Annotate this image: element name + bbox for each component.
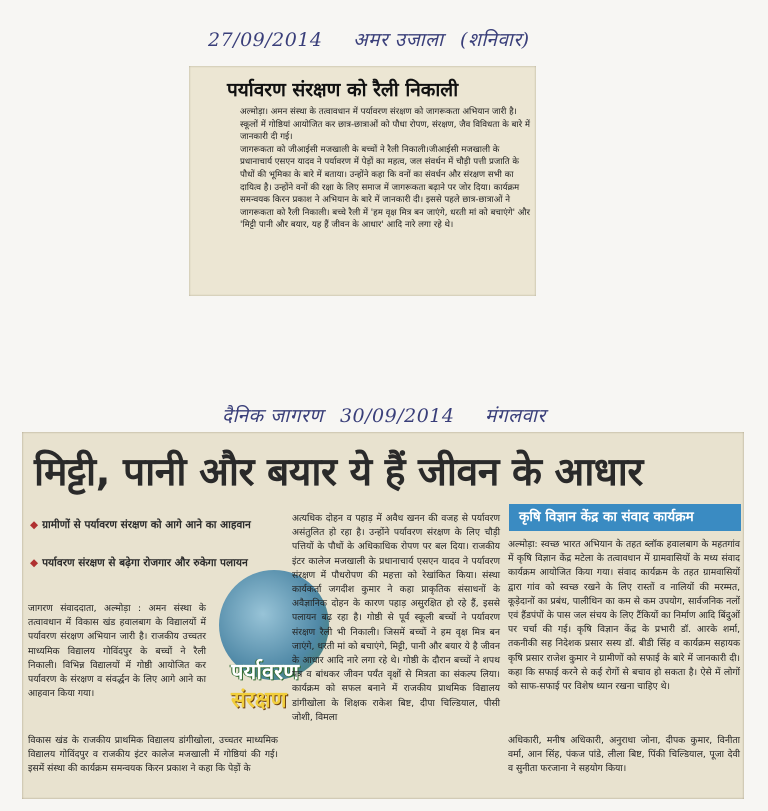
clipping2-col1-para1 (28, 602, 206, 701)
logo-word-2: संरक्षण (231, 688, 287, 713)
clipping1-paragraph-2: जागरूकता को जीआईसी मजखाली के बच्चों ने रैली निकाली।जीआईसी मजखाली के प्रधानाचार्य एसएन यादव ने पर्यावरण में पेड़ों का महत्व, जल संवर्धन में चौड़ी पत्ती प्रजाति के पौधों की भूमिका के बारे में बताया। उन्होंने कहा कि वनों का संवर्धन और संरक्षण सभी का दायित्व है। उन्होंने वनों की रक्षा के लिए समाज में जागरूकता बढ़ाने पर जोर दिया। कार्यक्रम समन्वयक किरन प्रकाश ने अभियान के बारे में जानकारी दी। इससे पहले छात्र-छात्राओं ने जागरूकता को रैली निकाली। बच्चे रैली में 'हम वृक्ष मित्र बन जाएंगे, धरती मां को बचाएंगे' और 'मिट्टी पानी और बयार, यह हैं जीवन के आधार' आदि नारे लगा रहे थे। (240, 144, 531, 231)
clipping2-bullet-2 (30, 556, 272, 571)
credits-text: अधिकारी, मनीष अधिकारी, अनुराधा जोना, दीपक कुमार, विनीता वर्मा, आन सिंह, पंकज पांडे, लीला बिष्ट, पिंकी चिल्डियाल, पूजा देवी व सुनीता फरजाना ने सहयोग किया। (508, 735, 740, 775)
logo-word-1: पर्यावरण (231, 660, 300, 685)
note-day: (शनिवार) (460, 29, 530, 51)
clipping2-side-story (508, 538, 740, 694)
note2-newspaper: दैनिक जागरण (222, 405, 324, 427)
note-date: 27/09/2014 (208, 29, 323, 51)
bleed-through-right (560, 250, 740, 400)
handwritten-note-middle (222, 402, 546, 428)
note2-date: 30/09/2014 (339, 405, 455, 427)
side-story-text: अल्मोड़ा: स्वच्छ भारत अभियान के तहत ब्लॉक हवालबाग के महतगांव में कृषि विज्ञान केंद्र मटेला के तत्वावधान में ग्रामवासियों के मध्य संवाद कार्यक्रम आयोजित किया गया। संवाद कार्यक्रम के तहत ग्रामवासियों द्वारा गांव को स्वच्छ रखने के लिए रास्तों व नालियों की मरम्मत, कूड़ेदानों का प्रबंध, पालीथिन का कम से कम उपयोग, सार्वजनिक नलों एवं हैंडपंपों के पास जल संचय के लिए टैंकियों का निर्माण आदि बिंदुओं पर चर्चा की गई। कृषि विज्ञान केंद्र के प्रभारी डॉ. आरके शर्मा, तकनीकी सह निदेशक प्रसार सस्य डॉ. बीडी सिंह व कार्यक्रम सहायक कृषि प्रसार राजेश कुमार ने ग्रामीणों को सफाई के बारे में जानकारी दी। कहा कि सफाई करने से कई रोगों से बचाव हो सकता है। ऐसे में लोगों को साफ-सफाई पर विशेष ध्यान रखना चाहिए थे। (508, 539, 740, 693)
bullet-1-text: ग्रामीणों से पर्यावरण संरक्षण को आगे आने का आहवान (42, 519, 251, 531)
handwritten-note-top (208, 26, 530, 52)
col1-para2-text: विकास खंड के राजकीय प्राथमिक विद्यालय डांगीखोला, उच्चतर माध्यमिक विद्यालय गोविंदपुर व राजकीय इंटर कालेज मजखाली में गोष्ठियां की गई। इसमें संस्था की कार्यक्रम समन्वयक किरन प्रकाश ने कहा कि पेड़ों के (28, 735, 278, 775)
side-story-title: कृषि विज्ञान केंद्र का संवाद कार्यक्रम (509, 504, 741, 531)
note-newspaper: अमर उजाला (353, 29, 444, 51)
bullet-diamond-icon: ◆ (30, 519, 39, 531)
clipping2-credits (508, 734, 740, 777)
bullet-diamond-icon: ◆ (30, 557, 39, 569)
clipping2-col2 (292, 512, 500, 725)
clipping2-headline: मिट्टी, पानी और बयार ये हैं जीवन के आधार (34, 450, 643, 495)
bullet-2-text: पर्यावरण संरक्षण से बढ़ेगा रोजगार और रुकेगा पलायन (42, 557, 248, 569)
clipping2-bullet-1 (30, 518, 272, 533)
news-clipping-amar-ujala (189, 66, 536, 296)
clipping1-headline: पर्यावरण संरक्षण को रैली निकाली (227, 79, 459, 101)
bleed-through-left (40, 250, 180, 410)
col2-text: अत्यधिक दोहन व पहाड़ में अवैध खनन की वजह से पर्यावरण असंतुलित हो रहा है। उन्होंने पर्यावरण संरक्षण के लिए चौड़ी पत्तियों के पौधों के अधिकाधिक रोपण पर बल दिया। राजकीय इंटर कालेज मजखाली के प्रधानाचार्य एसएन यादव ने पर्यावरण संरक्षण में पौधरोपण की महत्ता को रेखांकित किया। संस्था कार्यकर्ता जगदीश कुमार ने कहा प्राकृतिक संसाधनों के अवैज्ञानिक दोहन के कारण पहाड़ असुरक्षित हो रहे हैं, इससे पलायन बढ़ रहा है। गोष्ठी से पूर्व स्कूली बच्चों ने पर्यावरण संरक्षण रैली भी निकाली। जिसमें बच्चों ने हम वृक्ष मित्र बन जाएंगे, धरती मां को बचाएंगे, मिट्टी, पानी और बयार ये है जीवन के आधार आदि नारे लगा रहे थे। गोष्ठी के दौरान बच्चों ने शपथ पत्र व बांधकर जीवन पर्यंत वृक्षों से मित्रता का संकल्प लिया। कार्यक्रम को सफल बनाने में राजकीय प्राथमिक विद्यालय डांगीखोला के शिक्षक राकेश बिष्ट, दीपा चिल्डियाल, पीसी जोशी, विमला (292, 513, 500, 723)
clipping1-paragraph-1: अल्मोड़ा। अमन संस्था के तत्वावधान में पर्यावरण संरक्षण को जागरूकता अभियान जारी है। स्कूलों में गोष्ठियां आयोजित कर छात्र-छात्राओं को पौधा रोपण, संरक्षण, जैव विविधता के बारे में जानकारी दी गई। (240, 107, 531, 143)
note2-day: मंगलवार (485, 405, 546, 427)
clipping1-body (240, 106, 532, 232)
col1-para1-text: जागरण संवाददाता, अल्मोड़ा : अमन संस्था के तत्वावधान में विकास खंड हवालबाग के विद्यालयों में पर्यावरण संरक्षण अभियान जारी है। राजकीय उच्चतर माध्यमिक विद्यालय गोविंदपुर के बच्चों ने रैली निकाली। विभिन्न विद्यालयों में गोष्ठी आयोजित कर पर्यावरण के संरक्षण व संवर्द्धन के लिए आगे आने का आहवान किया गया। (28, 603, 206, 700)
news-clipping-dainik-jagran (22, 432, 744, 799)
clipping2-col1-para2 (28, 734, 278, 777)
